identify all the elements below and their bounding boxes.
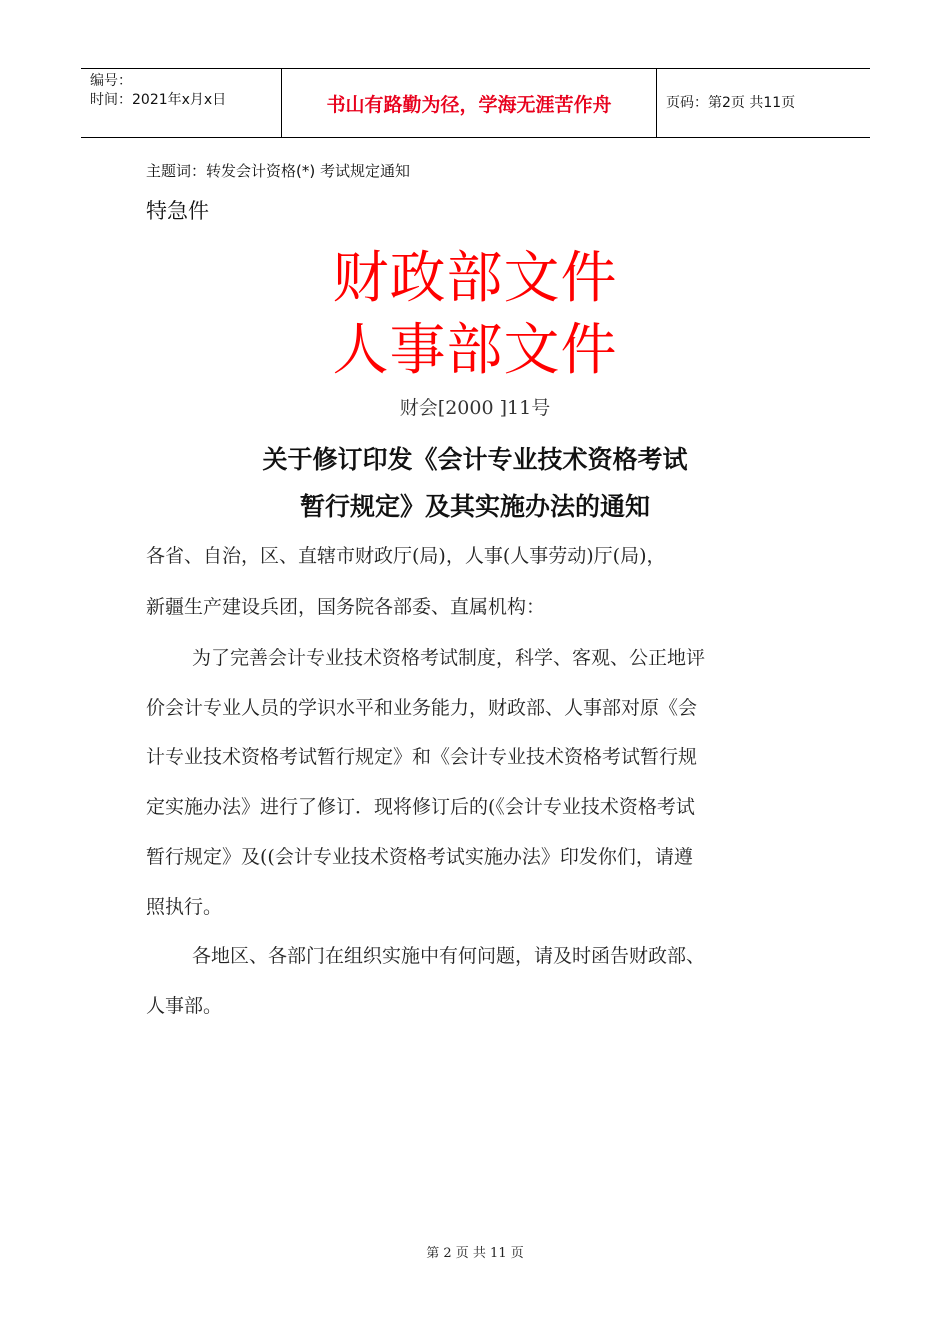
header-left-cell: [81, 69, 281, 137]
code-label: 编号：: [90, 73, 132, 89]
issuer-title-personnel: 人事部文件: [332, 318, 618, 383]
time-label: 时间：2021年x月x日: [90, 92, 227, 108]
issuer-title-finance: 财政部文件: [332, 246, 618, 311]
document-title-line-2: 暂行规定》及其实施办法的通知: [299, 492, 650, 521]
paragraph2-line-2: 人事部。: [146, 995, 223, 1017]
paragraph1-line-1: 为了完善会计专业技术资格考试制度，科学、客观、公正地评: [192, 647, 706, 669]
header-middle-cell: [281, 69, 657, 137]
motto: 书山有路勤为径，学海无涯苦作舟: [326, 94, 612, 116]
paragraph1-line-2: 价会计专业人员的学识水平和业务能力，财政部、人事部对原《会: [146, 697, 698, 719]
paragraph1-line-6: 照执行。: [146, 896, 223, 918]
document-number: 财会[2000 ]11号: [399, 397, 551, 419]
page-info: 页码：第2页 共11页: [666, 95, 796, 111]
paragraph1-line-5: 暂行规定》及((会计专业技术资格考试实施办法》印发你们，请遵: [146, 846, 693, 868]
addressee-line-2: 新疆生产建设兵团，国务院各部委、直属机构：: [146, 596, 546, 618]
paragraph2-line-1: 各地区、各部门在组织实施中有何问题，请及时函告财政部、: [192, 945, 706, 967]
paragraph1-line-4: 定实施办法》进行了修订．现将修订后的(《会计专业技术资格考试: [146, 796, 695, 818]
page-footer: 第 2 页 共 11 页: [426, 1246, 524, 1261]
subject-line: 主题词：转发会计资格(*) 考试规定通知: [146, 162, 410, 180]
header-table: [81, 68, 870, 138]
urgency-label: 特急件: [146, 199, 209, 223]
addressee-line-1: 各省、自治，区、直辖市财政厅(局)，人事(人事劳动)厅(局)，: [146, 545, 666, 567]
header-right-cell: [656, 69, 870, 137]
document-title-line-1: 关于修订印发《会计专业技术资格考试: [262, 445, 688, 474]
paragraph1-line-3: 计专业技术资格考试暂行规定》和《会计专业技术资格考试暂行规: [146, 746, 698, 768]
